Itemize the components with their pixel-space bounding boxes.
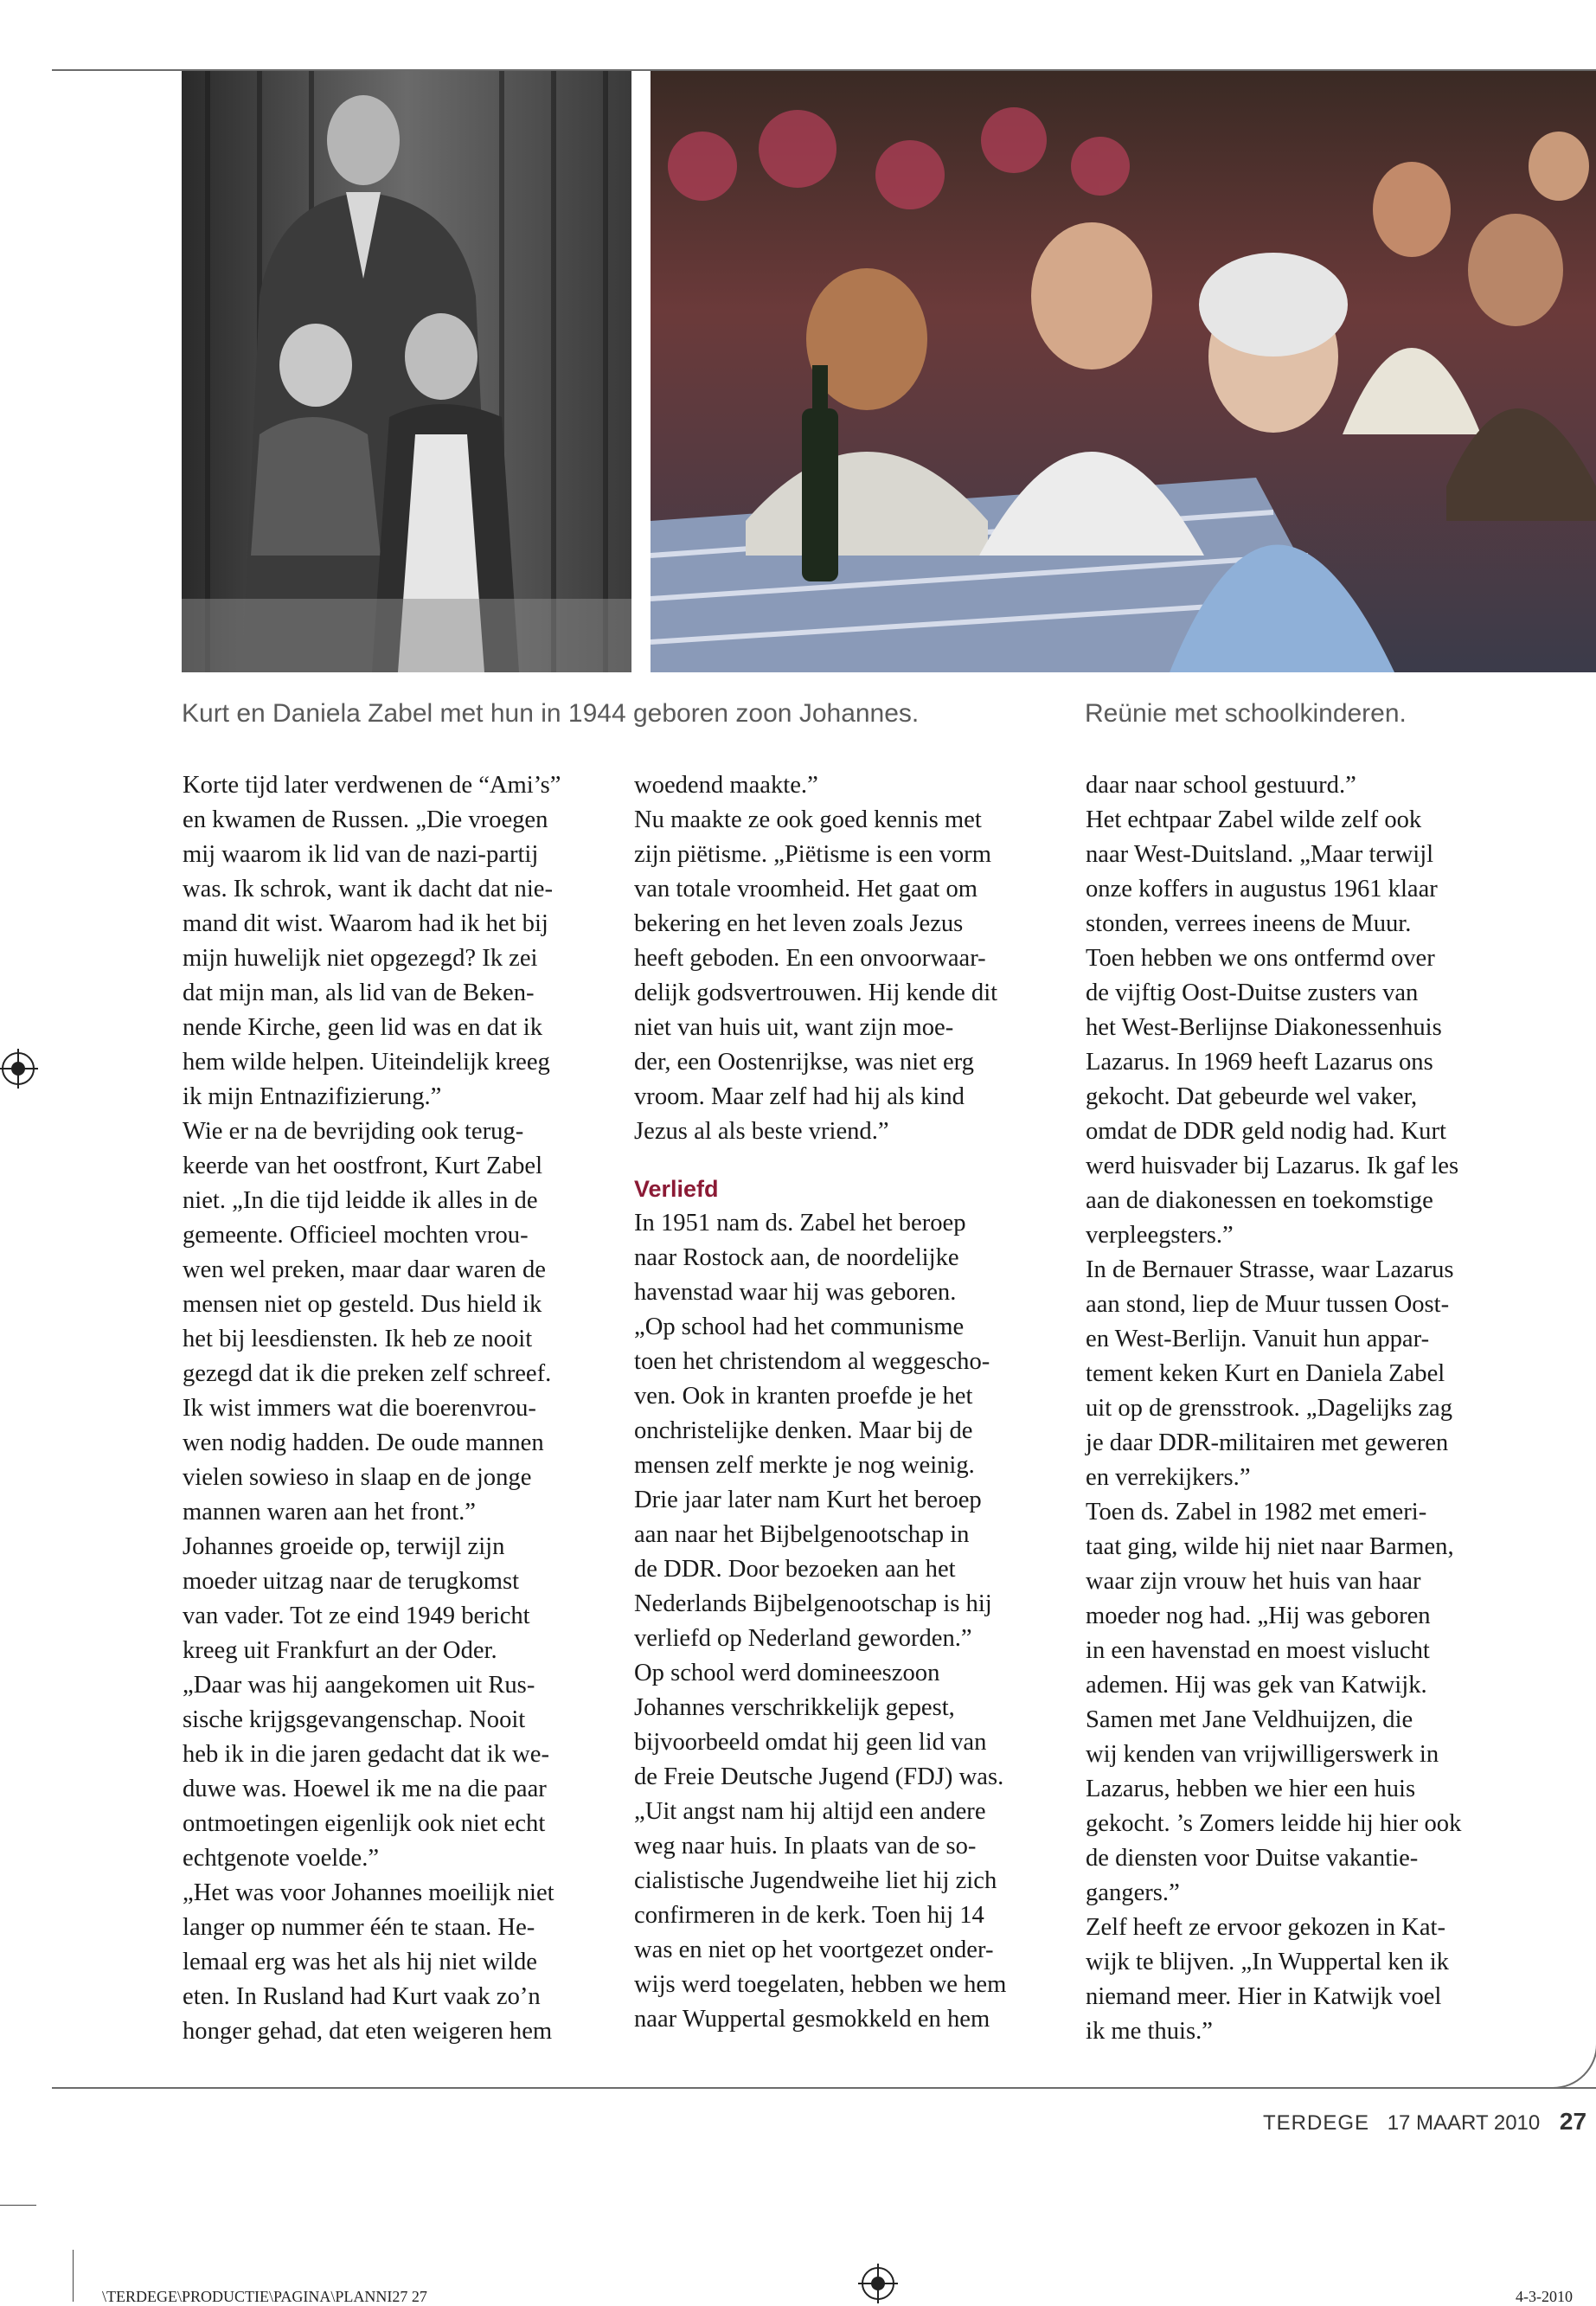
text-line: vroom. Maar zelf had hij als kind [634, 1083, 965, 1110]
text-line: was. Ik schrok, want ik dacht dat nie- [183, 876, 553, 902]
text-line: heb ik in die jaren gedacht dat ik we- [183, 1741, 549, 1768]
text-line: ik me thuis.” [1086, 2018, 1213, 2045]
text-line: aan de diakonessen en toekomstige [1086, 1187, 1433, 1214]
reunion-photo-color-icon [651, 71, 1596, 672]
text-line: van vader. Tot ze eind 1949 bericht [183, 1603, 530, 1629]
text-line: Johannes verschrikkelijk gepest, [634, 1694, 955, 1721]
text-line: mensen zelf merkte je nog weinig. [634, 1452, 975, 1479]
text-line: „Daar was hij aangekomen uit Rus- [183, 1672, 535, 1699]
text-line: uit op de grensstrook. „Dagelijks zag [1086, 1395, 1453, 1422]
text-line: „Op school had het communisme [634, 1314, 965, 1340]
text-line: moeder uitzag naar de terugkomst [183, 1568, 520, 1595]
text-line: tement keken Kurt en Daniela Zabel [1086, 1360, 1445, 1387]
text-line: mensen niet op gesteld. Dus hield ik [183, 1291, 542, 1318]
text-line: woedend maakte.” [634, 772, 818, 799]
text-line: omdat de DDR geld nodig had. Kurt [1086, 1118, 1446, 1145]
text-line: niet. „In die tijd leidde ik alles in de [183, 1187, 538, 1214]
text-line: havenstad waar hij was geboren. [634, 1279, 957, 1306]
text-line: heeft geboden. En een onvoorwaar- [634, 945, 986, 972]
text-line: naar Rostock aan, de noordelijke [634, 1244, 959, 1271]
crop-mark [73, 2250, 74, 2302]
text-line: mannen waren aan het front.” [183, 1499, 476, 1526]
text-line: weg naar huis. In plaats van de so- [634, 1833, 977, 1860]
crop-mark [0, 2205, 36, 2206]
text-line: en West-Berlijn. Vanuit hun appar- [1086, 1326, 1430, 1352]
page-footer [1263, 2108, 1586, 2136]
text-line: onze koffers in augustus 1961 klaar [1086, 876, 1438, 902]
registration-mark-icon [2, 1052, 35, 1085]
bottom-page-curl [1553, 2035, 1596, 2089]
text-line: gangers.” [1086, 1879, 1180, 1906]
text-line: sische krijgsgevangenschap. Nooit [183, 1706, 526, 1733]
text-line: het West-Berlijnse Diakonessenhuis [1086, 1014, 1442, 1041]
text-line: keerde van het oostfront, Kurt Zabel [183, 1153, 543, 1179]
text-line: naar West-Duitsland. „Maar terwijl [1086, 841, 1434, 868]
text-line: ontmoetingen eigenlijk ook niet echt [183, 1810, 546, 1837]
text-line: Lazarus. In 1969 heeft Lazarus ons [1086, 1049, 1433, 1076]
text-line: bijvoorbeeld omdat hij geen lid van [634, 1729, 987, 1756]
text-line: mijn huwelijk niet opgezegd? Ik zei [183, 945, 538, 972]
text-line: Nu maakte ze ook goed kennis met [634, 806, 982, 833]
text-line: Samen met Jane Veldhuijzen, die [1086, 1706, 1413, 1733]
article-column-2 [634, 768, 1071, 2037]
text-line: onchristelijke denken. Maar bij de [634, 1417, 973, 1444]
text-line: ademen. Hij was gek van Katwijk. [1086, 1672, 1427, 1699]
family-photo-bw-icon [182, 71, 631, 672]
text-line: delijk godsvertrouwen. Hij kende dit [634, 980, 998, 1006]
text-line: vielen sowieso in slaap en de jonge [183, 1464, 532, 1491]
registration-mark-dot [871, 2277, 885, 2290]
text-line: het bij leesdiensten. Ik heb ze nooit [183, 1326, 533, 1352]
text-line: en kwamen de Russen. „Die vroegen [183, 806, 548, 833]
text-line: duwe was. Hoewel ik me na die paar [183, 1776, 547, 1802]
text-line: der, een Oostenrijkse, was niet erg [634, 1049, 974, 1076]
registration-mark-icon [862, 2267, 894, 2300]
text-line: Op school werd domineeszoon [634, 1660, 940, 1686]
text-line: bekering en het leven zoals Jezus [634, 910, 964, 937]
text-line: verliefd op Nederland geworden.” [634, 1625, 972, 1652]
text-line: niemand meer. Hier in Katwijk voel [1086, 1983, 1442, 2010]
text-line: In 1951 nam ds. Zabel het beroep [634, 1210, 966, 1237]
text-line: taat ging, wilde hij niet naar Barmen, [1086, 1533, 1454, 1560]
text-line: wen wel preken, maar daar waren de [183, 1256, 546, 1283]
text-line: Toen hebben we ons ontfermd over [1086, 945, 1435, 972]
text-line: gezegd dat ik die preken zelf schreef. [183, 1360, 552, 1387]
text-line: verpleegsters.” [1086, 1222, 1234, 1249]
text-line: werd huisvader bij Lazarus. Ik gaf les [1086, 1153, 1459, 1179]
text-line: gekocht. ’s Zomers leidde hij hier ook [1086, 1810, 1462, 1837]
text-line: daar naar school gestuurd.” [1086, 772, 1356, 799]
text-line: In de Bernauer Strasse, waar Lazarus [1086, 1256, 1454, 1283]
text-line: en verrekijkers.” [1086, 1464, 1251, 1491]
text-line: ik mijn Entnazifizierung.” [183, 1083, 442, 1110]
text-line: waar zijn vrouw het huis van haar [1086, 1568, 1421, 1595]
bottom-rule [52, 2087, 1596, 2089]
subheading: Verliefd [634, 1176, 719, 1202]
text-line: van totale vroomheid. Het gaat om [634, 876, 978, 902]
text-line: confirmeren in de kerk. Toen hij 14 [634, 1902, 984, 1929]
text-line: aan stond, liep de Muur tussen Oost- [1086, 1291, 1450, 1318]
text-line: „Het was voor Johannes moeilijk niet [183, 1879, 554, 1906]
text-line: ven. Ook in kranten proefde je het [634, 1383, 973, 1410]
text-line: eten. In Rusland had Kurt vaak zo’n [183, 1983, 541, 2010]
text-line: Nederlands Bijbelgenootschap is hij [634, 1590, 992, 1617]
text-line: de Freie Deutsche Jugend (FDJ) was. [634, 1763, 1004, 1790]
text-line: Zelf heeft ze ervoor gekozen in Kat- [1086, 1914, 1445, 1941]
slug-date: 4-3-2010 [1516, 2288, 1573, 2305]
text-line: je daar DDR-militairen met geweren [1086, 1429, 1449, 1456]
text-line: de diensten voor Duitse vakantie- [1086, 1845, 1419, 1872]
text-line: Lazarus, hebben we hier een huis [1086, 1776, 1416, 1802]
text-line: naar Wuppertal gesmokkeld en hem [634, 2006, 990, 2033]
footer-date: 17 MAART 2010 [1387, 2111, 1541, 2135]
slug-path: \TERDEGE\PRODUCTIE\PAGINA\PLANNI27 27 [102, 2288, 427, 2305]
text-line: Korte tijd later verdwenen de “Ami’s” [183, 772, 561, 799]
text-line: mand dit wist. Waarom had ik het bij [183, 910, 548, 937]
article-column-1 [183, 768, 619, 2049]
text-line: echtgenote voelde.” [183, 1845, 380, 1872]
text-line: langer op nummer één te staan. He- [183, 1914, 535, 1941]
text-line: cialistische Jugendweihe liet hij zich [634, 1867, 997, 1894]
text-line: in een havenstad en moest vislucht [1086, 1637, 1430, 1664]
family-photo [182, 71, 631, 672]
text-line: Wie er na de bevrijding ook terug- [183, 1118, 524, 1145]
text-line: honger gehad, dat eten weigeren hem [183, 2018, 553, 2045]
text-line: Johannes groeide op, terwijl zijn [183, 1533, 505, 1560]
text-line: wijk te blijven. „In Wuppertal ken ik [1086, 1949, 1449, 1975]
registration-mark-dot [11, 1062, 25, 1076]
article-column-3 [1086, 768, 1522, 2049]
text-line: moeder nog had. „Hij was geboren [1086, 1603, 1431, 1629]
text-line: wen nodig hadden. De oude mannen [183, 1429, 544, 1456]
footer-brand: TERDEGE [1263, 2111, 1370, 2135]
text-line: dat mijn man, als lid van de Beken- [183, 980, 535, 1006]
photo-caption-right: Reünie met schoolkinderen. [1085, 699, 1407, 728]
text-line: Jezus al als beste vriend.” [634, 1118, 889, 1145]
text-line: kreeg uit Frankfurt an der Oder. [183, 1637, 497, 1664]
text-line: wij kenden van vrijwilligerswerk in [1086, 1741, 1439, 1768]
text-line: „Uit angst nam hij altijd een andere [634, 1798, 986, 1825]
text-line: zijn piëtisme. „Piëtisme is een vorm [634, 841, 991, 868]
text-line: Ik wist immers wat die boerenvrou- [183, 1395, 536, 1422]
page-number: 27 [1559, 2108, 1587, 2135]
text-line: stonden, verrees ineens de Muur. [1086, 910, 1412, 937]
text-line: wijs werd toegelaten, hebben we hem [634, 1971, 1007, 1998]
text-line: Toen ds. Zabel in 1982 met emeri- [1086, 1499, 1427, 1526]
text-line: Drie jaar later nam Kurt het beroep [634, 1487, 982, 1513]
text-line: Het echtpaar Zabel wilde zelf ook [1086, 806, 1422, 833]
text-line: de DDR. Door bezoeken aan het [634, 1556, 956, 1583]
text-line: aan naar het Bijbelgenootschap in [634, 1521, 970, 1548]
text-line: was en niet op het voortgezet onder- [634, 1937, 994, 1963]
text-line: lemaal erg was het als hij niet wilde [183, 1949, 537, 1975]
text-line: toen het christendom al weggescho- [634, 1348, 990, 1375]
text-line: nende Kirche, geen lid was en dat ik [183, 1014, 543, 1041]
text-line: niet van huis uit, want zijn moe- [634, 1014, 954, 1041]
text-line: gemeente. Officieel mochten vrou- [183, 1222, 529, 1249]
reunion-photo [651, 71, 1596, 672]
text-line: gekocht. Dat gebeurde wel vaker, [1086, 1083, 1418, 1110]
photo-caption-left: Kurt en Daniela Zabel met hun in 1944 geboren zoon Johannes. [182, 699, 920, 728]
text-line: mij waarom ik lid van de nazi-partij [183, 841, 539, 868]
text-line: de vijftig Oost-Duitse zusters van [1086, 980, 1419, 1006]
text-line: hem wilde helpen. Uiteindelijk kreeg [183, 1049, 550, 1076]
